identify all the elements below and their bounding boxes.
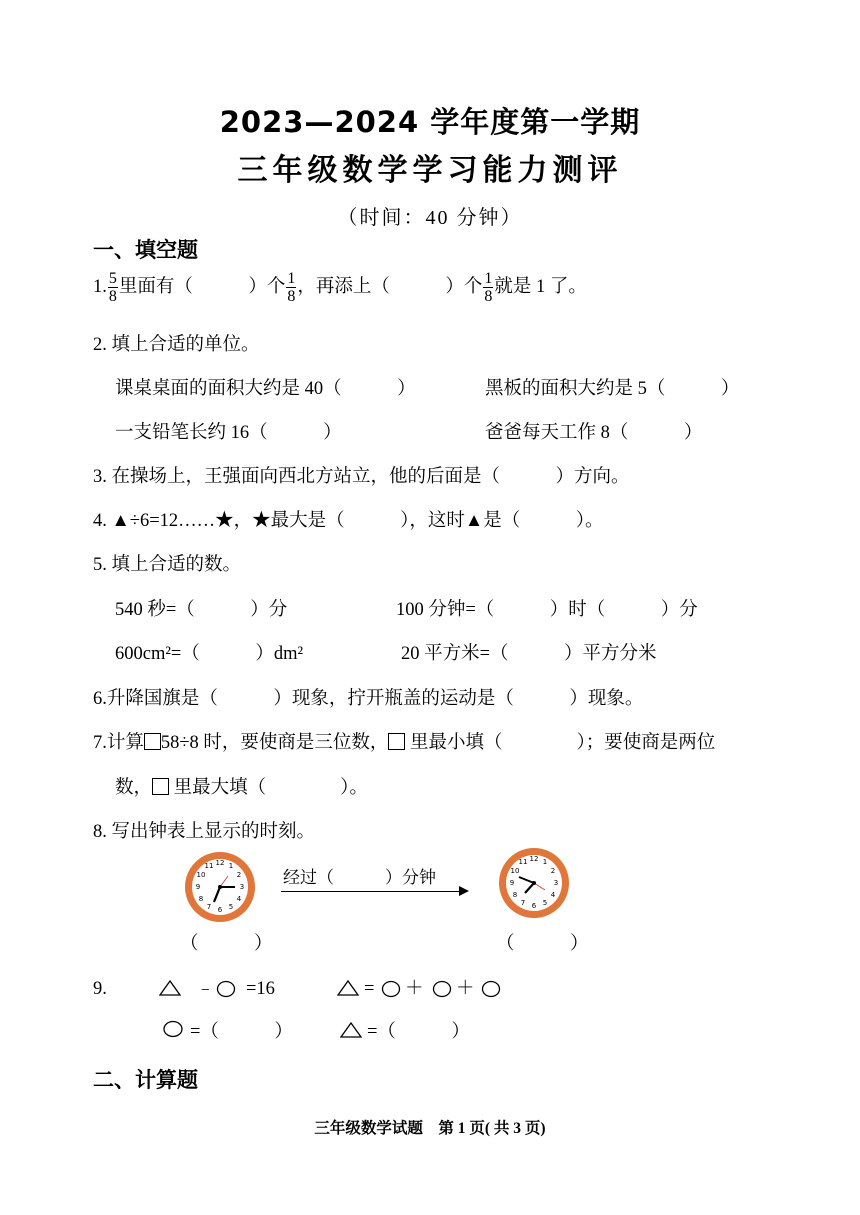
answer-time-start: （ ） xyxy=(180,934,273,954)
svg-text:7: 7 xyxy=(206,903,212,911)
question-5d: 20 平方米=（ ）平方分米 xyxy=(401,644,657,664)
question-7: 7.计算 58÷8 时，要使商是三位数， 里最小填（ ）；要使商是两位 xyxy=(93,733,716,753)
equals-16: =16 xyxy=(246,979,275,999)
question-2a: 课桌桌面的面积大约是 40（ ） xyxy=(115,379,416,399)
question-6: 6.升降国旗是（ ）现象，拧开瓶盖的运动是（ ）现象。 xyxy=(93,689,644,709)
svg-text:5: 5 xyxy=(542,899,548,907)
arrow-label: 经过（ ）分钟 xyxy=(283,868,436,888)
svg-text:2: 2 xyxy=(550,867,556,875)
svg-text:12: 12 xyxy=(215,859,225,867)
answer-circle: =（ ） xyxy=(190,1022,293,1042)
question-2d: 爸爸每天工作 8（ ） xyxy=(485,423,703,443)
blank-box xyxy=(152,778,169,795)
question-4: 4. ▲÷6=12……★，★最大是（ ），这时▲是（ ）。 xyxy=(93,511,604,531)
circle-icon xyxy=(432,980,452,998)
arrow-head-icon xyxy=(459,886,469,896)
svg-text:7: 7 xyxy=(520,899,526,907)
triangle-icon xyxy=(337,980,359,996)
question-7-cont: 数， 里最大填（ ）。 xyxy=(115,778,368,798)
section-heading-calc: 二、计算题 xyxy=(93,1068,198,1092)
question-2b: 黑板的面积大约是 5（ ） xyxy=(485,379,740,399)
svg-text:1: 1 xyxy=(228,862,234,870)
svg-text:1: 1 xyxy=(542,858,548,866)
svg-text:9: 9 xyxy=(195,883,201,891)
title-year: 2023—2024 学年度第一学期 xyxy=(219,105,641,139)
question-5c: 600cm²=（ ）dm² xyxy=(115,644,304,664)
minus-sign: ﹣ xyxy=(196,979,215,999)
fraction-1-8-b: $\frac{1}{8}$ xyxy=(484,270,493,305)
clock-start-icon xyxy=(183,850,257,924)
fraction-5-8: $\frac{5}{8}$ xyxy=(108,270,117,305)
svg-text:3: 3 xyxy=(553,879,559,887)
svg-text:4: 4 xyxy=(550,891,556,899)
question-5a: 540 秒=（ ）分 xyxy=(115,600,288,620)
svg-text:11: 11 xyxy=(518,858,528,866)
svg-text:12: 12 xyxy=(529,855,539,863)
question-3: 3. 在操场上，王强面向西北方站立，他的后面是（ ）方向。 xyxy=(93,467,630,487)
equals-sign: = xyxy=(364,979,375,999)
question-8: 8. 写出钟表上显示的时刻。 xyxy=(93,822,316,842)
blank-box xyxy=(388,733,405,750)
svg-text:5: 5 xyxy=(228,903,234,911)
question-1: 1. $\frac{5}{8}$ 里面有（ ）个 $\frac{1}{8}$ ，再添上（ ）个 $\frac{1}{8}$ 就是 1 了。 xyxy=(93,270,587,305)
svg-text:6: 6 xyxy=(531,902,537,910)
plus-sign: ＋ xyxy=(456,979,475,999)
circle-icon xyxy=(481,980,501,998)
arrow-line xyxy=(281,891,461,892)
svg-text:8: 8 xyxy=(198,895,204,903)
svg-text:9: 9 xyxy=(509,879,515,887)
question-5: 5. 填上合适的数。 xyxy=(93,555,242,575)
fraction-1-8: $\frac{1}{8}$ xyxy=(287,270,296,305)
svg-text:10: 10 xyxy=(196,871,206,879)
question-2: 2. 填上合适的单位。 xyxy=(93,335,260,355)
svg-text:4: 4 xyxy=(236,895,242,903)
svg-text:11: 11 xyxy=(204,862,214,870)
question-5b: 100 分钟=（ ）时（ ）分 xyxy=(396,600,698,620)
answer-triangle: =（ ） xyxy=(367,1022,470,1042)
svg-text:8: 8 xyxy=(512,891,518,899)
question-2c: 一支铅笔长约 16（ ） xyxy=(115,423,342,443)
question-9-number: 9. xyxy=(93,979,107,999)
page-footer: 三年级数学试题 第 1 页( 共 3 页) xyxy=(314,1120,546,1137)
svg-text:10: 10 xyxy=(510,867,520,875)
answer-time-end: （ ） xyxy=(496,934,589,954)
svg-text:2: 2 xyxy=(236,871,242,879)
clock-end-icon xyxy=(497,846,571,920)
section-heading-fill: 一、填空题 xyxy=(93,238,198,262)
triangle-icon xyxy=(340,1022,362,1038)
circle-icon xyxy=(162,1020,184,1038)
title-exam: 三年级数学学习能力测评 xyxy=(237,153,623,188)
svg-text:3: 3 xyxy=(239,883,245,891)
plus-sign: ＋ xyxy=(405,979,424,999)
time-note: （时间：40 分钟） xyxy=(337,207,523,229)
triangle-icon xyxy=(159,980,181,996)
circle-icon xyxy=(216,980,236,998)
blank-box xyxy=(144,733,161,750)
circle-icon xyxy=(381,980,401,998)
svg-text:6: 6 xyxy=(217,906,223,914)
